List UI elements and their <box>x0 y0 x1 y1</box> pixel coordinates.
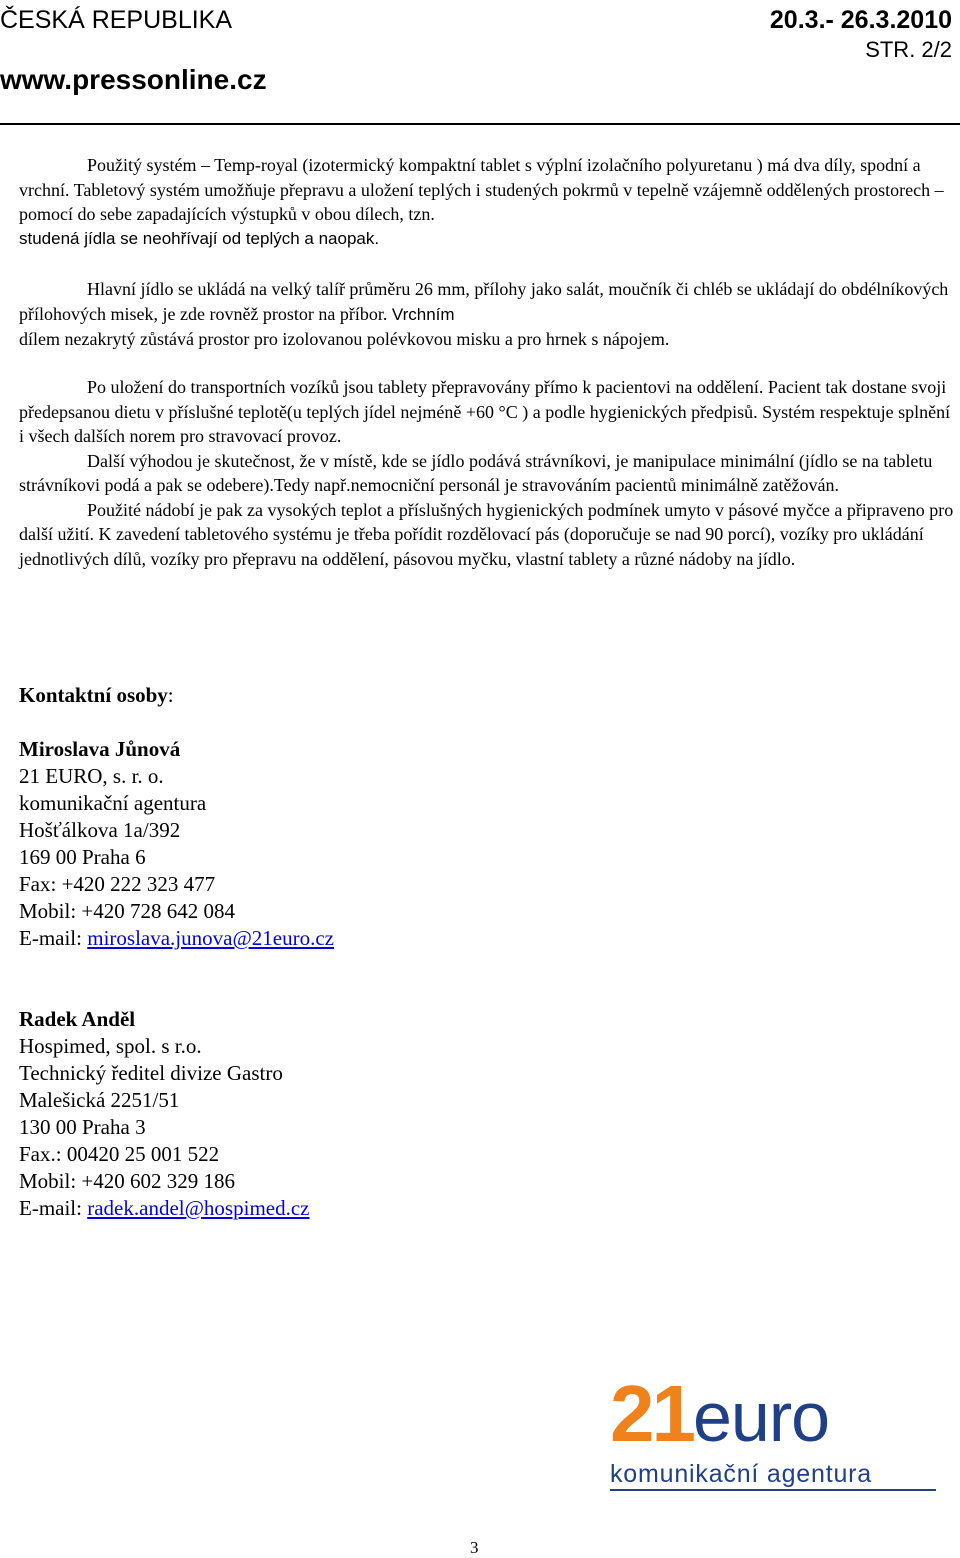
contact-name: Radek Anděl <box>19 1007 136 1031</box>
paragraph-dishes-text: Použité nádobí je pak za vysokých teplot a příslušných hygienických podmínek umyto v pásové myčce a připraveno pro další užití. K zavedení tabletového systému je třeba pořídit rozdělovací pás (doporučuje se nad 90 porcí), vozíky pro ukládání jednotlivých dílů, vozíky pro přepravu na oddělení, pásovou myčku, vlastní tablety a různé nádoby na jídlo. <box>19 499 954 569</box>
paragraph-transport <box>19 375 954 571</box>
contact-city: 169 00 Praha 6 <box>19 845 146 869</box>
header-date-range: 20.3.- 26.3.2010 <box>769 6 952 34</box>
contacts-heading <box>19 682 334 709</box>
paragraph-main-dish-b: Vrchním <box>391 304 455 324</box>
page-number: 3 <box>470 1538 479 1557</box>
paragraph-tablet-system-text: Použitý systém – Temp-royal (izotermický kompaktní tablet s výplní izolačního polyuretanu ) má dva díly, spodní a vrchní. Tabletový systém umožňuje přepravu a uložení teplých i studených pokrmů v tepelně vzájemně oddělených prostorech – pomocí do sebe zapadajících výstupků v obou dílech, tzn. <box>19 155 944 224</box>
contact-email-link[interactable]: miroslava.junova@21euro.cz <box>87 926 334 950</box>
contact-street: Hošťálkova 1a/392 <box>19 818 181 842</box>
paragraph-main-dish <box>19 277 954 352</box>
header-page-label: STR. 2/2 <box>865 37 952 62</box>
contact-person-2 <box>19 1006 334 1222</box>
contact-street: Malešická 2251/51 <box>19 1088 180 1112</box>
logo-number: 21 <box>610 1369 693 1458</box>
contact-role: Technický ředitel divize Gastro <box>19 1061 283 1085</box>
contact-mobile: Mobil: +420 602 329 186 <box>19 1169 236 1193</box>
contact-fax: Fax.: 00420 25 001 522 <box>19 1142 220 1166</box>
contact-role: komunikační agentura <box>19 791 207 815</box>
paragraph-main-dish-text <box>19 277 954 327</box>
paragraph-tablet-system-tail: studená jídla se neohřívají od teplých a naopak. <box>19 228 380 248</box>
contacts-section <box>19 682 334 1222</box>
contact-email-link[interactable]: radek.andel@hospimed.cz <box>87 1196 310 1220</box>
contact-email-label: E-mail: <box>19 1196 88 1220</box>
header-country: ČESKÁ REPUBLIKA <box>0 6 233 34</box>
contact-mobile: Mobil: +420 728 642 084 <box>19 899 236 923</box>
header-divider <box>0 123 960 125</box>
paragraph-main-dish-c: dílem nezakrytý zůstává prostor pro izolovanou polévkovou misku a pro hrnek s nápojem. <box>19 329 670 349</box>
contact-fax: Fax: +420 222 323 477 <box>19 872 216 896</box>
contact-email-label: E-mail: <box>19 926 88 950</box>
contacts-heading-label: Kontaktní osoby <box>19 683 168 707</box>
logo-word: euro <box>692 1378 830 1456</box>
paragraph-tablet-system <box>19 153 954 251</box>
paragraph-main-dish-a: Hlavní jídlo se ukládá na velký talíř průměru 26 mm, přílohy jako salát, moučník či chléb se ukládají do obdélníkových přílohových misek, je zde rovněž prostor na příbor. <box>19 279 949 324</box>
logo-tagline: komunikační agentura <box>610 1460 936 1491</box>
header-website: www.pressonline.cz <box>0 64 267 95</box>
contact-company: 21 EURO, s. r. o. <box>19 764 164 788</box>
contact-company: Hospimed, spol. s r.o. <box>19 1034 202 1058</box>
paragraph-advantage-text: Další výhodou je skutečnost, že v místě, kde se jídlo podává strávníkovi, je manipulace minimální (jídlo se na tabletu strávníkovi podá a pak se odebere).Tedy např.nemocniční personál je stravováním pacientů minimálně zatěžován. <box>19 450 933 495</box>
paragraph-transport-text: Po uložení do transportních vozíků jsou tablety přepravovány přímo k pacientovi na oddělení. Pacient tak dostane svoji předepsanou dietu v příslušné teplotě(u teplých jídel nejméně +60 °C ) a podle hygienických předpisů. Systém respektuje splnění i všech dalších norem pro stravovací provoz. <box>19 377 951 446</box>
contact-person-1 <box>19 736 334 952</box>
contact-email-row <box>19 1195 334 1222</box>
contacts-heading-suffix: : <box>167 683 174 707</box>
agency-logo <box>610 1369 938 1496</box>
contact-city: 130 00 Praha 3 <box>19 1115 146 1139</box>
contact-email-row <box>19 925 334 952</box>
contact-name: Miroslava Jůnová <box>19 737 181 761</box>
